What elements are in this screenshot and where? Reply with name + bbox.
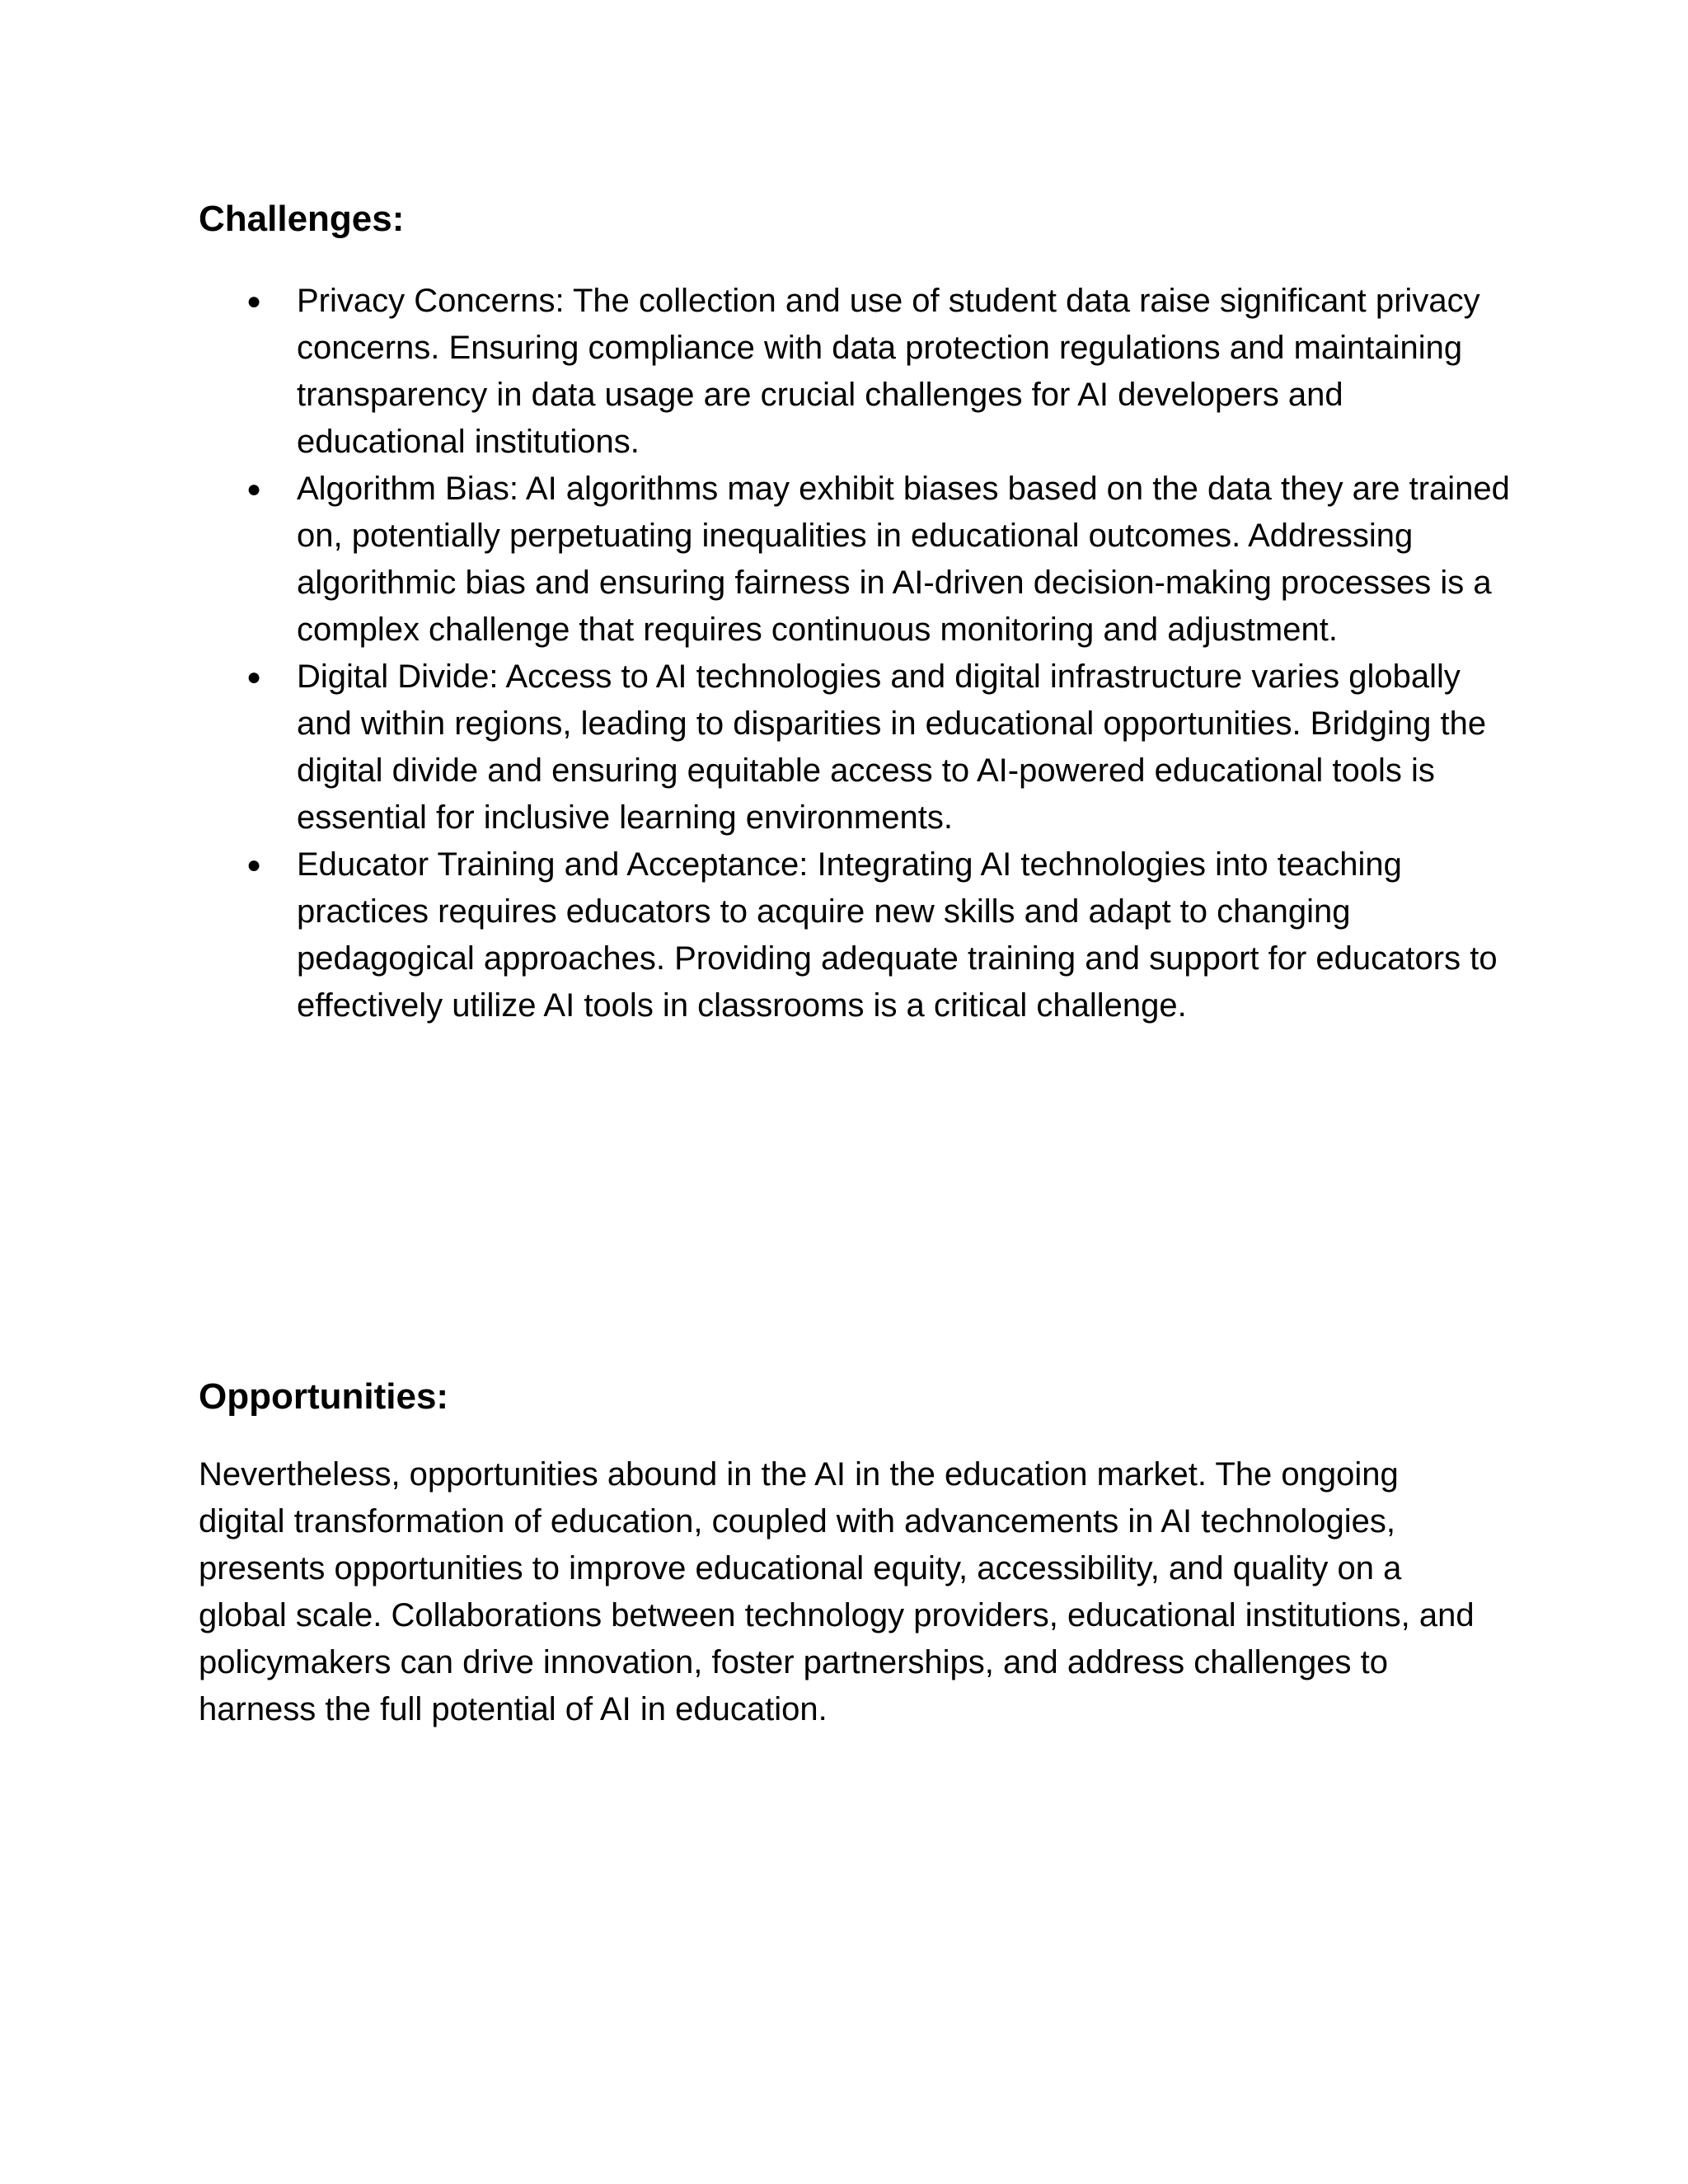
list-item-text: Algorithm Bias: AI algorithms may exhibit biases based on the data they are trained on, potentially perpetuating inequalities in educational outcomes. Addressing algorithmic bias and ensuring fairness in AI-driven decision-making processes is a complex challenge that requires continuous monitoring and adjustment. (297, 471, 1510, 648)
list-item (199, 278, 1517, 466)
list-item (199, 654, 1517, 841)
list-item (199, 466, 1517, 654)
bullet-icon: ● (246, 288, 262, 315)
list-item-text: Educator Training and Acceptance: Integrating AI technologies into teaching practices requires educators to acquire new skills and adapt to changing pedagogical approaches. Providing adequate training and support for educators to effectively utilize AI tools in classrooms is a critical challenge. (297, 846, 1498, 1024)
opportunities-paragraph: Nevertheless, opportunities abound in the AI in the education market. The ongoing digital transformation of education, coupled with advancements in AI technologies, presents opportunities to improve educational equity, accessibility, and quality on a global scale. Collaborations between technology providers, educational institutions, and policymakers can drive innovation, foster partnerships, and address challenges to harness the full potential of AI in education. (199, 1456, 1475, 1727)
bullet-icon: ● (246, 476, 262, 503)
list-item-text: Digital Divide: Access to AI technologies and digital infrastructure varies globally and within regions, leading to disparities in educational opportunities. Bridging the digital divide and ensuring equitable access to AI-powered educational tools is essential for inclusive learning environments. (297, 658, 1487, 836)
opportunities-heading: Opportunities: (199, 1376, 449, 1417)
challenges-list (199, 278, 1517, 1029)
list-item (199, 841, 1517, 1029)
bullet-icon: ● (246, 663, 262, 691)
challenges-heading: Challenges: (199, 199, 405, 239)
list-item-text: Privacy Concerns: The collection and use of student data raise significant privacy concerns. Ensuring compliance with data protection regulations and maintaining transparency in data usage are crucial challenges for AI developers and educational institutions. (297, 283, 1480, 460)
bullet-icon: ● (246, 851, 262, 879)
